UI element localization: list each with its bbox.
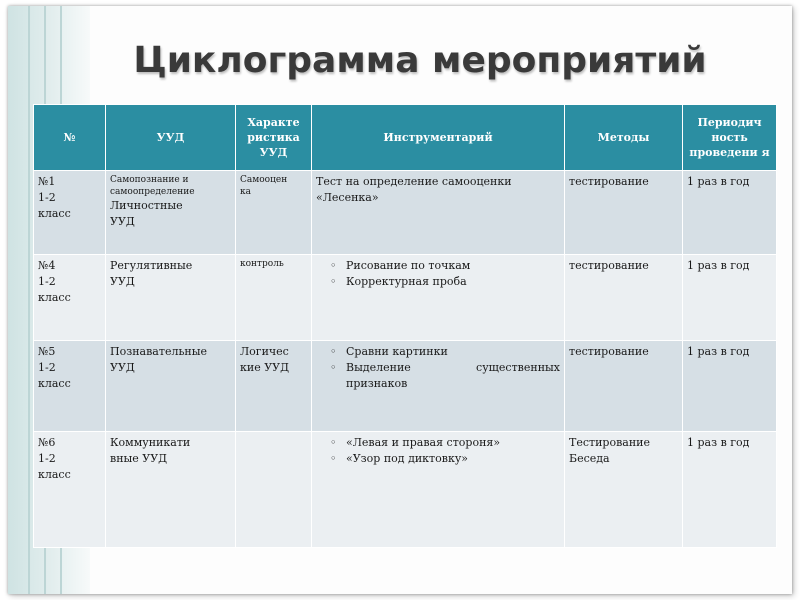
cell-periodicity: 1 раз в год bbox=[683, 341, 777, 432]
uud-line: УУД bbox=[110, 361, 135, 374]
row-grade: 1-2 bbox=[38, 275, 56, 288]
char-line: ка bbox=[240, 187, 251, 197]
header-characteristic: Характе ристика УУД bbox=[236, 105, 312, 171]
header-uud: УУД bbox=[106, 105, 236, 171]
cell-periodicity: 1 раз в год bbox=[683, 171, 777, 255]
char-line: Логичес bbox=[240, 345, 289, 358]
uud-line: Самопознание и bbox=[110, 175, 189, 185]
char-line: контроль bbox=[240, 259, 284, 269]
cell-periodicity: 1 раз в год bbox=[683, 255, 777, 341]
row-number: №6 bbox=[38, 436, 56, 449]
list-item: ◦ Сравни картинки bbox=[330, 344, 560, 360]
table-row bbox=[34, 341, 777, 432]
table-row bbox=[34, 255, 777, 341]
row-grade: 1-2 bbox=[38, 452, 56, 465]
cell-methods: Тестирование Беседа bbox=[565, 432, 683, 548]
cell-tools bbox=[312, 432, 565, 548]
uud-line: Коммуникати bbox=[110, 436, 191, 449]
tools-list bbox=[316, 344, 560, 392]
slide-title: Циклограмма мероприятий bbox=[133, 40, 707, 81]
char-line: кие УУД bbox=[240, 361, 290, 374]
header-tools: Инструментарий bbox=[312, 105, 565, 171]
ribbon-line bbox=[28, 6, 30, 594]
cell-characteristic bbox=[236, 171, 312, 255]
row-number: №1 bbox=[38, 175, 56, 188]
row-grade: 1-2 bbox=[38, 361, 56, 374]
cell-methods: тестирование bbox=[565, 171, 683, 255]
events-table bbox=[33, 104, 777, 548]
header-periodicity: Периодич ность проведени я bbox=[683, 105, 777, 171]
uud-line: самоопределение bbox=[110, 187, 195, 197]
cell-uud bbox=[106, 255, 236, 341]
table-row bbox=[34, 432, 777, 548]
row-grade: 1-2 bbox=[38, 191, 56, 204]
cell-tools: Тест на определение самооценки «Лесенка» bbox=[312, 171, 565, 255]
cell-uud bbox=[106, 341, 236, 432]
cell-tools bbox=[312, 255, 565, 341]
list-item: ◦ «Узор под диктовку» bbox=[330, 451, 560, 467]
cell-uud bbox=[106, 171, 236, 255]
uud-line: УУД bbox=[110, 275, 135, 288]
tools-list bbox=[316, 258, 560, 290]
cell-periodicity: 1 раз в год bbox=[683, 432, 777, 548]
header-methods: Методы bbox=[565, 105, 683, 171]
cell-number bbox=[34, 255, 106, 341]
uud-line: вные УУД bbox=[110, 452, 168, 465]
cell-number bbox=[34, 341, 106, 432]
row-class-label: класс bbox=[38, 468, 71, 481]
list-item: ◦ Выделение существенных признаков bbox=[330, 360, 560, 392]
uud-line: Регулятивные bbox=[110, 259, 193, 272]
cell-tools bbox=[312, 341, 565, 432]
row-class-label: класс bbox=[38, 207, 71, 220]
cell-number bbox=[34, 171, 106, 255]
cell-methods: тестирование bbox=[565, 255, 683, 341]
row-number: №4 bbox=[38, 259, 56, 272]
uud-extra-line: УУД bbox=[110, 215, 135, 228]
cell-characteristic bbox=[236, 432, 312, 548]
uud-extra-line: Личностные bbox=[110, 199, 183, 212]
table-header-row bbox=[34, 105, 777, 171]
tools-list bbox=[316, 435, 560, 467]
cell-methods: тестирование bbox=[565, 341, 683, 432]
row-class-label: класс bbox=[38, 291, 71, 304]
row-number: №5 bbox=[38, 345, 56, 358]
cell-characteristic bbox=[236, 341, 312, 432]
row-class-label: класс bbox=[38, 377, 71, 390]
char-line: Самооцен bbox=[240, 175, 288, 185]
list-item: ◦ Корректурная проба bbox=[330, 274, 560, 290]
cell-uud bbox=[106, 432, 236, 548]
uud-line: Познавательные bbox=[110, 345, 208, 358]
list-item: ◦ «Левая и правая стороня» bbox=[330, 435, 560, 451]
list-item: ◦ Рисование по точкам bbox=[330, 258, 560, 274]
cell-characteristic bbox=[236, 255, 312, 341]
header-number: № bbox=[34, 105, 106, 171]
cell-number bbox=[34, 432, 106, 548]
table-row bbox=[34, 171, 777, 255]
